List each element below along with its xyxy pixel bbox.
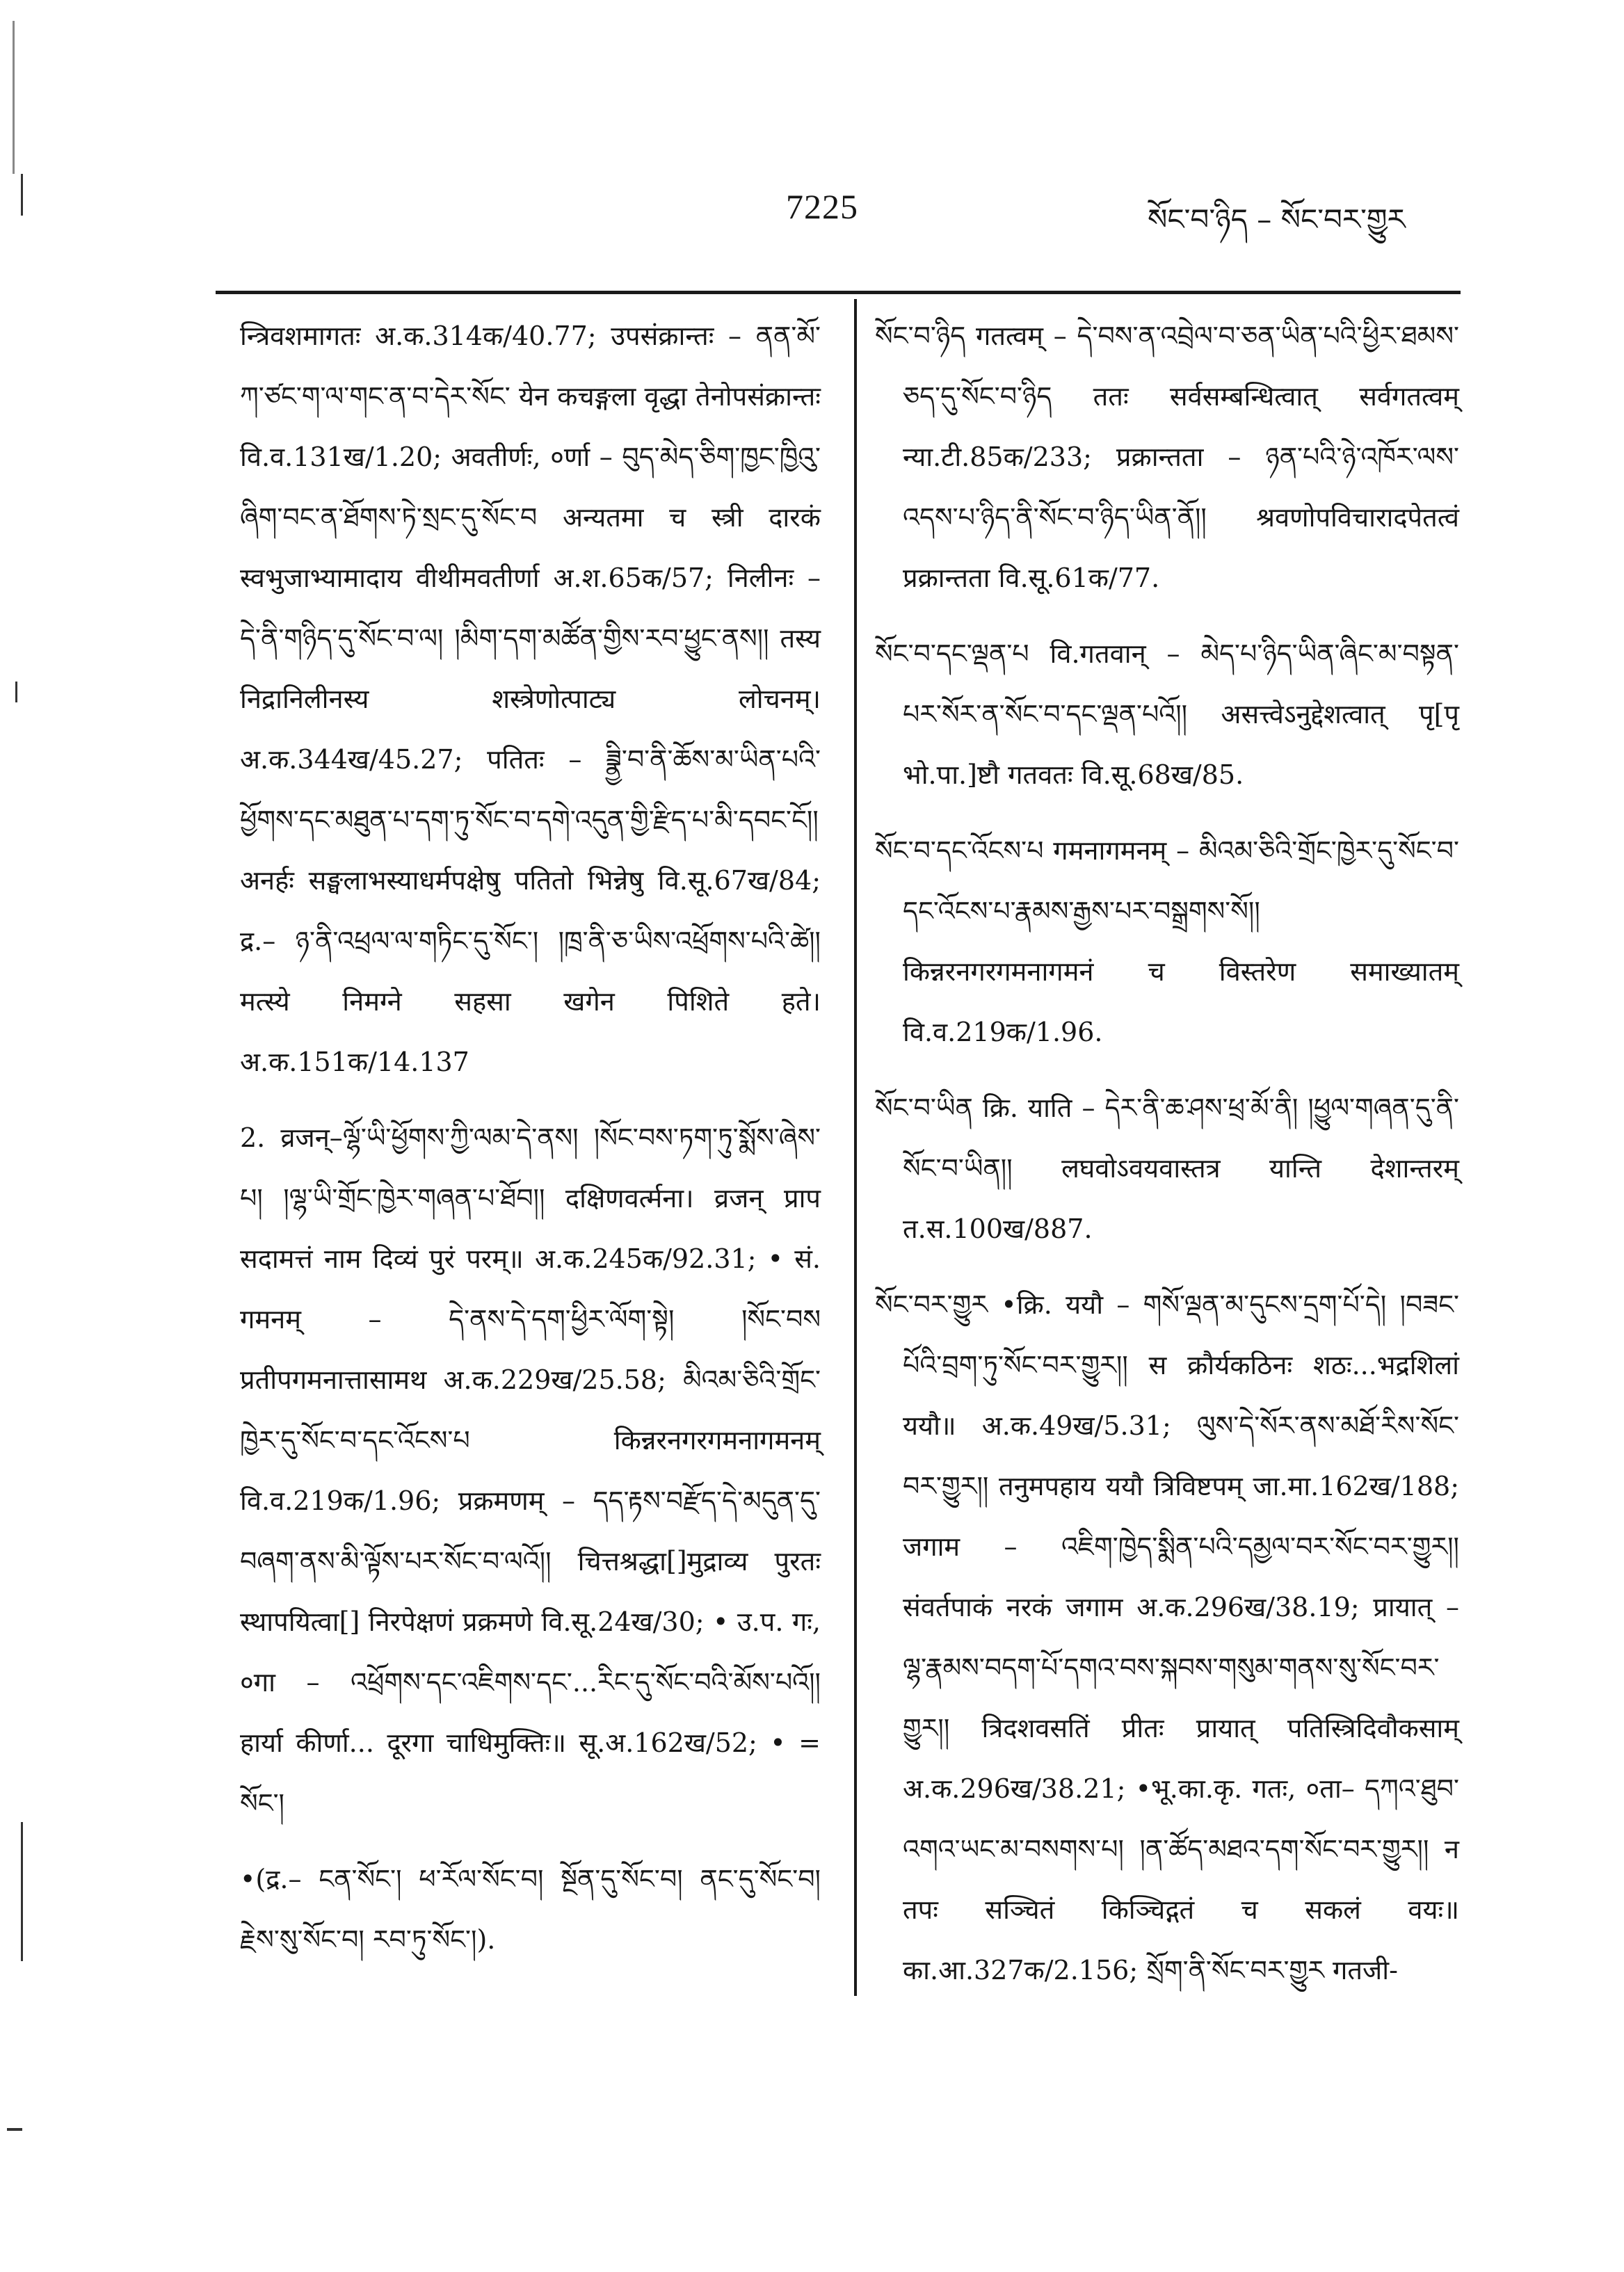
scan-mark bbox=[21, 1822, 23, 1961]
entry: •(द्र.– ངན་སོང་། ཕ་རོལ་སོང་བ། སྔོན་དུ་སོང་བ། ནང་དུ་སོང་བ། རྗེས་སུ་སོང་བ། རབ་ཏུ་སོང་།). bbox=[240, 1864, 821, 1955]
header-rule bbox=[216, 291, 1461, 294]
scan-mark bbox=[21, 174, 23, 216]
running-head: སོང་བ་ཉིད – སོང་བར་གྱུར bbox=[1148, 202, 1406, 236]
entry: न्त्रिवशमागतः अ.क.314क/40.77; उपसंक्रान्तः – ནན་མོ་ཀ་ཙང་ག་ལ་གང་ན་བ་དེར་སོང་ येन कचङ्गला वृद्धा तेनोपसंक्रान्तः वि.व.131ख/1.20; अवतीर्णः, ०र्णा – བུད་མེད་ཅིག་ཁྱང་ཁྱིའུ་ཞིག་བང་ན་ཐོགས་ཏེ་སྲང་དུ་སོང་བ अन्यतमा च स्त्री दारकं स्वभुजाभ्यामादाय वीथीमवतीर्णा अ.श.65क/57; निलीनः – དེ་ནི་གཉིད་དུ་སོང་བ་ལ། །མིག་དག་མཚོན་གྱིས་རབ་ཕྱུང་ནས།། तस्य निद्रानिलीनस्य शस्त्रेणोत्पाट्य लोचनम्। अ.क.344ख/45.27; पतितः – ཟྣྱི་བ་ནི་ཆོས་མ་ཡིན་པའི་ཕྱོགས་དང་མཐུན་པ་དག་ཏུ་སོང་བ་དགེ་འདུན་གྱི་རྫིད་པ་མི་དབང་ངོ།། अनर्हः सङ्घलाभस्याधर्मपक्षेषु पतितो भिन्नेषु वि.सू.67ख/84; द्र.– ཉ་ནི་འཕྲལ་ལ་གཏིང་དུ་སོང་། །ཁྲ་ནི་ཅ་ཡིས་འཕྲོགས་པའི་ཚེ།། मत्स्ये निमग्ने सहसा खगेन पिशिते हते। अ.क.151क/14.137 bbox=[240, 321, 821, 1077]
right-column bbox=[875, 306, 1459, 2016]
left-column bbox=[240, 306, 821, 1985]
scan-mark bbox=[7, 2128, 22, 2131]
entry: སོང་བ་དང་ལྡན་པ वि.गतवान् – མེད་པ་ཉིད་ཡིན་ཞིང་མ་བསྟན་པར་སོར་ན་སོང་བ་དང་ལྡན་པའོ།། असत्त्वेऽनुद्देशत्वात् पृ[पृ भो.पा.]ष्टौ गतवतः वि.सू.68ख/85. bbox=[875, 638, 1459, 790]
scan-mark bbox=[15, 682, 17, 702]
entry: སོང་བར་གྱུར •क्रि. ययौ – གསོ་ལྡན་མ་དུངས་དྲག་པོ་དེ། །བཟང་པོའི་བྲག་ཏུ་སོང་བར་གྱུར།། स क्रौर्यकठिनः शठः...भद्रशिलां ययौ॥ अ.क.49ख/5.31; ལུས་དེ་སོར་ནས་མཐོ་རིས་སོང་བར་གྱུར།། तनुमपहाय ययौ त्रिविष्टपम् जा.मा.162ख/188; जगाम – འཇིག་ཁྱེད་སྨིན་པའི་དམྱལ་བར་སོང་བར་གྱུར།། संवर्तपाकं नरकं जगाम अ.क.296ख/38.19; प्रायात् – ལྷ་རྣམས་བདག་པོ་དགའ་བས་སྐབས་གསུམ་གནས་སུ་སོང་བར་གྱུར།། त्रिदशवसतिं प्रीतः प्रायात् पतिस्त्रिदिवौकसाम् अ.क.296ख/38.21; •भू.का.कृ. गतः, ०ता– དཀའ་ཐུབ་འགའ་ཡང་མ་བསགས་པ། །ན་ཚོད་མཐའ་དག་སོང་བར་གྱུར།། न तपः सञ्चितं किञ्चिद्गतं च सकलं वयः॥ का.आ.327क/2.156; སྲོག་ནི་སོང་བར་གྱུར गतजी- bbox=[875, 1289, 1459, 1985]
entry: སོང་བ་ཡིན क्रि. याति – དེར་ནི་ཆ་ཤས་ཕྲ་མོ་ནི། །ཕྱུལ་གཞན་དུ་ནི་སོང་བ་ཡིན།། लघवोऽवयवास्तत्र यान्ति देशान्तरम् त.स.100ख/887. bbox=[875, 1093, 1459, 1244]
scan-mark bbox=[13, 21, 15, 174]
entry: སོང་བ་ཉིད गतत्वम् – དེ་བས་ན་འབྲེལ་བ་ཅན་ཡིན་པའི་ཕྱིར་ཐམས་ཅད་དུ་སོང་བ་ཉིད ततः सर्वसम्बन्धित्वात् सर्वगतत्वम् न्या.टी.85क/233; प्रक्रान्तता – ཉན་པའི་ཉེ་འཁོར་ལས་འདས་པ་ཉིད་ནི་སོང་བ་ཉིད་ཡིན་ནོ།། श्रवणोपविचारादपेतत्वं प्रक्रान्तता वि.सू.61क/77. bbox=[875, 321, 1459, 593]
entry: སོང་བ་དང་འོངས་པ गमनागमनम् – མིའམ་ཅིའི་གྲོང་ཁྱེར་དུ་སོང་བ་དང་འོངས་པ་རྣམས་རྒྱས་པར་བསྒྲགས་སོ།། किन्नरनगरगमनागमनं च विस्तरेण समाख्यातम् वि.व.219क/1.96. bbox=[875, 835, 1459, 1047]
entry: 2. व्रजन्–ལྷོ་ཡི་ཕྱོགས་ཀྱི་ལམ་དེ་ནས། །སོང་བས་ཏག་ཏུ་སྨོས་ཞེས་པ། །ལྷ་ཡི་གྲོང་ཁྱེར་གཞན་པ་ཐོབ།། दक्षिणवर्त्मना। व्रजन् प्राप सदामत्तं नाम दिव्यं पुरं परम्॥ अ.क.245क/92.31; • सं. गमनम् – དེ་ནས་དེ་དག་ཕྱིར་ལོག་སྟེ། །སོང་བས प्रतीपगमनात्तासामथ अ.क.229ख/25.58; མིའམ་ཅིའི་གྲོང་ཁྱེར་དུ་སོང་བ་དང་འོངས་པ किन्नरनगरगमनागमनम् वि.व.219क/1.96; प्रक्रमणम् – དད་རྟས་བརྫོད་དེ་མདུན་དུ་བཞག་ནས་མི་ལྟོས་པར་སོང་བ་ལའོ།། चित्तश्रद्धा[]मुद्राव्य पुरतः स्थापयित्वा[] निरपेक्षणं प्रक्रमणे वि.सू.24ख/30; • उ.प. गः, ०गा – འཕྲོགས་དང་འཇིགས་དང་...རིང་དུ་སོང་བའི་མོས་པའོ།། हार्या कीर्णा... दूरगा चाधिमुक्तिः॥ सू.अ.162ख/52; • = སོང་། bbox=[240, 1122, 821, 1819]
column-divider bbox=[854, 299, 857, 1996]
page-number: 7225 bbox=[786, 187, 858, 226]
